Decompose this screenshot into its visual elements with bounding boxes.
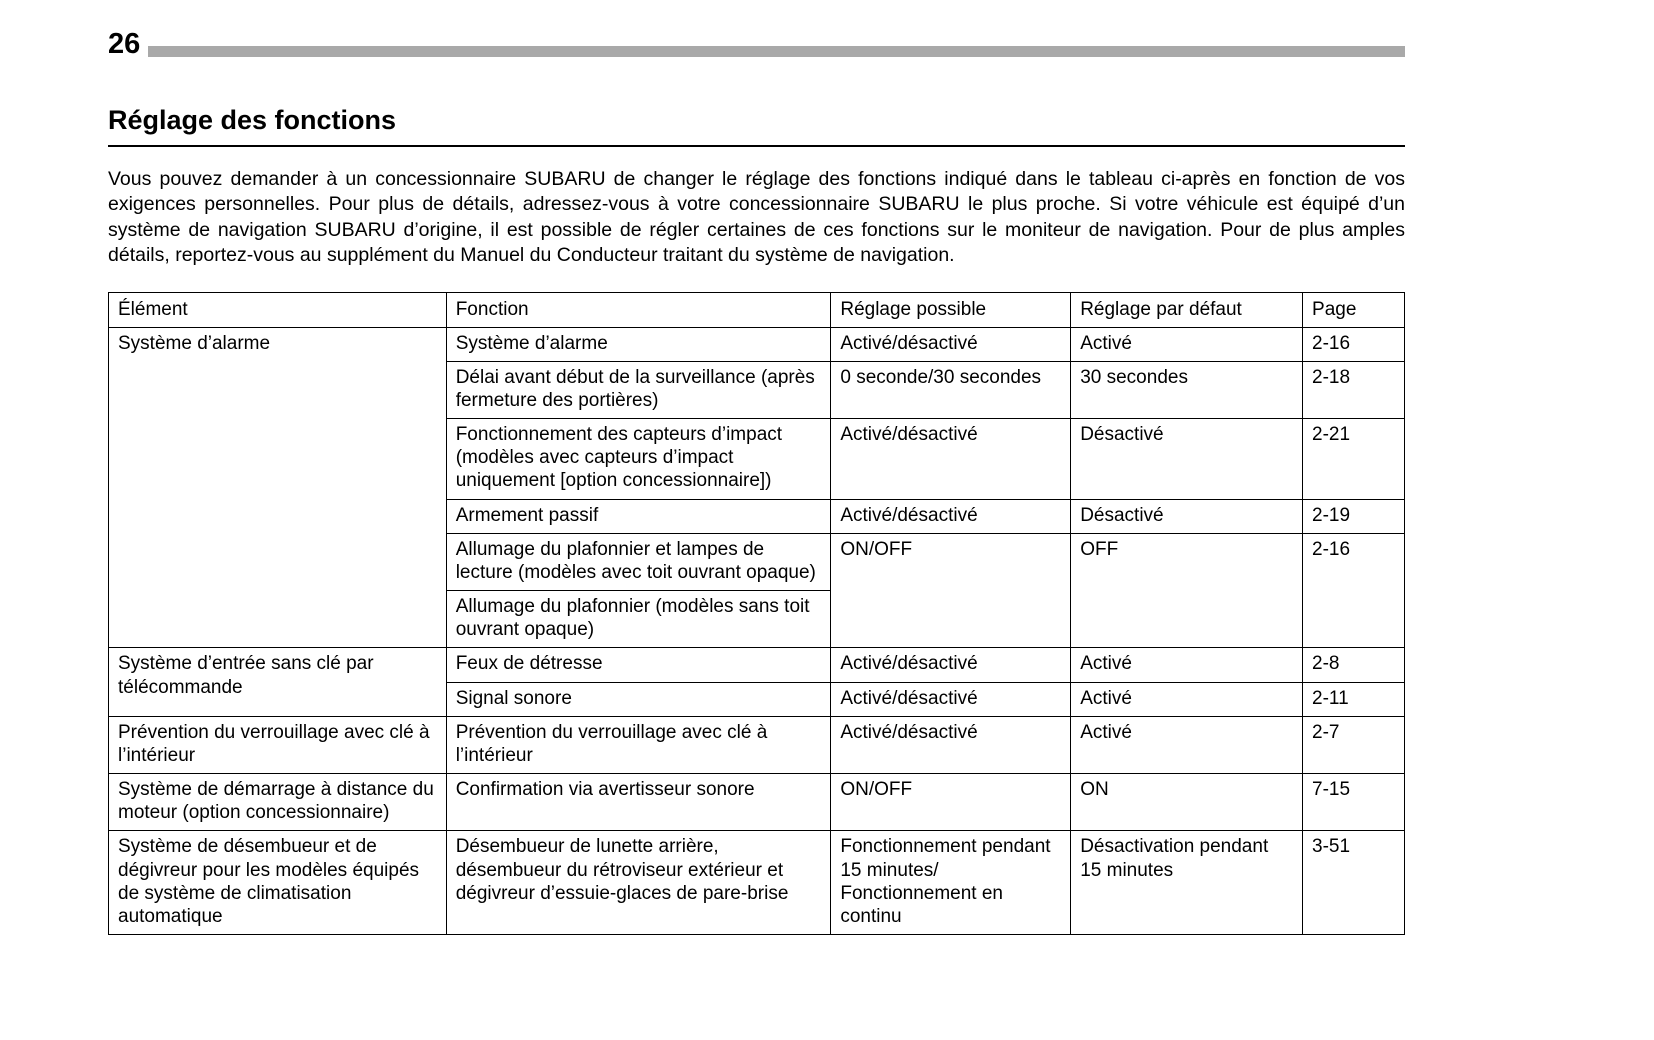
cell-element: Système de désembueur et de dégivreur pour les modèles équipés de système de climatisation automatique (109, 831, 447, 935)
cell-default: ON (1071, 774, 1303, 831)
cell-page: 2-16 (1303, 533, 1405, 648)
page-title: Réglage des fonctions (108, 105, 1405, 147)
cell-default: Activé (1071, 716, 1303, 773)
table-header-row (109, 293, 1405, 327)
cell-page: 2-8 (1303, 648, 1405, 682)
cell-default: Activé (1071, 648, 1303, 682)
column-header-page: Page (1303, 293, 1405, 327)
cell-function: Fonctionnement des capteurs d’impact (modèles avec capteurs d’impact uniquement [option concessionnaire]) (446, 419, 831, 500)
cell-page: 2-11 (1303, 682, 1405, 716)
cell-element: Prévention du verrouillage avec clé à l’intérieur (109, 716, 447, 773)
intro-paragraph: Vous pouvez demander à un concessionnaire SUBARU de changer le réglage des fonctions indiqué dans le tableau ci-après en fonction de vos exigences personnelles. Pour plus de détails, adressez-vous à votre concessionnaire SUBARU le plus proche. Si votre véhicule est équipé d’un système de navigation SUBARU d’origine, il est possible de régler certaines de ces fonctions sur le moniteur de navigation. Pour de plus amples détails, reportez-vous au supplément du Manuel du Conducteur traitant du système de navigation. (108, 168, 1405, 267)
cell-default: OFF (1071, 533, 1303, 648)
cell-function: Allumage du plafonnier et lampes de lecture (modèles avec toit ouvrant opaque) (446, 533, 831, 590)
cell-page: 2-18 (1303, 361, 1405, 418)
cell-page: 2-7 (1303, 716, 1405, 773)
cell-setting: Activé/désactivé (831, 419, 1071, 500)
cell-function: Armement passif (446, 499, 831, 533)
cell-default: 30 secondes (1071, 361, 1303, 418)
cell-page: 3-51 (1303, 831, 1405, 935)
table-row (109, 774, 1405, 831)
cell-setting: 0 seconde/30 secondes (831, 361, 1071, 418)
cell-function: Confirmation via avertisseur sonore (446, 774, 831, 831)
page-number-bar (148, 46, 1405, 57)
cell-default: Désactivation pendant 15 minutes (1071, 831, 1303, 935)
cell-element: Système de démarrage à distance du moteur (option concessionnaire) (109, 774, 447, 831)
column-header-default: Réglage par défaut (1071, 293, 1303, 327)
table-row (109, 716, 1405, 773)
cell-page: 2-16 (1303, 327, 1405, 361)
cell-setting: ON/OFF (831, 774, 1071, 831)
cell-element: Système d’entrée sans clé par télécommande (109, 648, 447, 716)
table-row (109, 831, 1405, 935)
cell-function: Signal sonore (446, 682, 831, 716)
cell-default: Désactivé (1071, 499, 1303, 533)
table-row (109, 327, 1405, 361)
cell-setting: Fonctionnement pendant 15 minutes/ Fonctionnement en continu (831, 831, 1071, 935)
page-number: 26 (108, 28, 141, 60)
cell-default: Désactivé (1071, 419, 1303, 500)
cell-setting: Activé/désactivé (831, 682, 1071, 716)
cell-page: 2-21 (1303, 419, 1405, 500)
cell-default: Activé (1071, 327, 1303, 361)
settings-table (108, 292, 1405, 935)
cell-function: Système d’alarme (446, 327, 831, 361)
cell-setting: Activé/désactivé (831, 327, 1071, 361)
page-header (108, 30, 1405, 59)
cell-function: Feux de détresse (446, 648, 831, 682)
cell-element: Système d’alarme (109, 327, 447, 648)
cell-function: Prévention du verrouillage avec clé à l’intérieur (446, 716, 831, 773)
cell-setting: Activé/désactivé (831, 499, 1071, 533)
table-row (109, 648, 1405, 682)
column-header-setting: Réglage possible (831, 293, 1071, 327)
cell-function: Délai avant début de la surveillance (après fermeture des portières) (446, 361, 831, 418)
cell-default: Activé (1071, 682, 1303, 716)
cell-function: Allumage du plafonnier (modèles sans toit ouvrant opaque) (446, 591, 831, 648)
cell-setting: ON/OFF (831, 533, 1071, 648)
column-header-function: Fonction (446, 293, 831, 327)
page-content (108, 30, 1405, 935)
cell-page: 2-19 (1303, 499, 1405, 533)
cell-setting: Activé/désactivé (831, 716, 1071, 773)
cell-function: Désembueur de lunette arrière, désembueur du rétroviseur extérieur et dégivreur d’essuie-glaces de pare-brise (446, 831, 831, 935)
column-header-element: Élément (109, 293, 447, 327)
cell-page: 7-15 (1303, 774, 1405, 831)
cell-setting: Activé/désactivé (831, 648, 1071, 682)
